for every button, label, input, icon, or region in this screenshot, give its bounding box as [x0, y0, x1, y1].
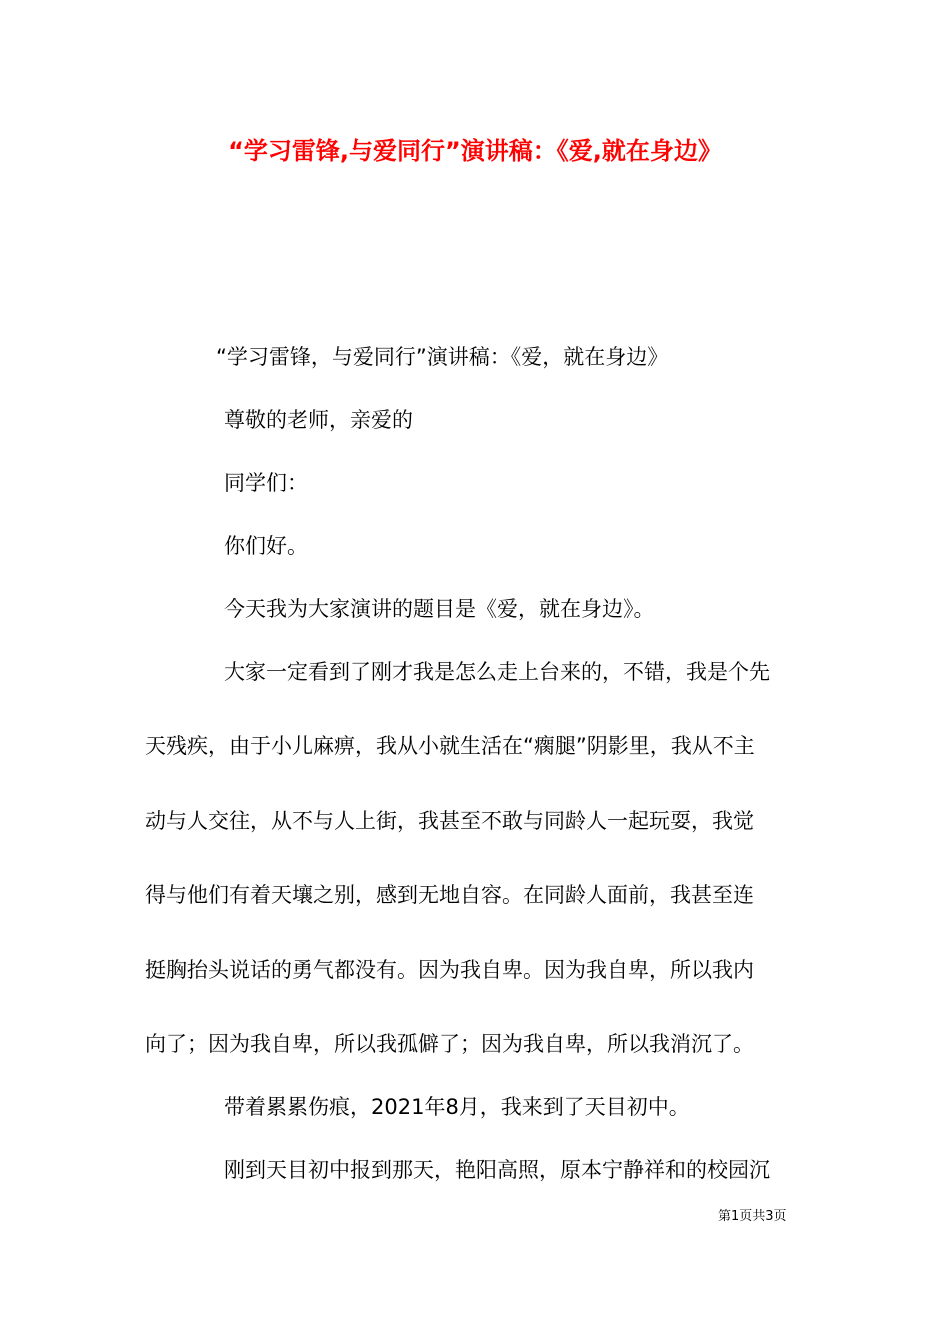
page-number: 第1页共3页 [718, 1209, 787, 1224]
paragraph-line: 刚到天目初中报到那天，艳阳高照，原本宁静祥和的校园沉 [224, 1158, 770, 1182]
paragraph-line: 今天我为大家演讲的题目是《爱，就在身边》。 [224, 597, 655, 621]
paragraph-line: 挺胸抬头说话的勇气都没有。因为我自卑。因为我自卑，所以我内 [145, 958, 754, 982]
paragraph-line: 向了；因为我自卑，所以我孤僻了；因为我自卑，所以我消沉了。 [145, 1032, 754, 1056]
paragraph-line: 大家一定看到了刚才我是怎么走上台来的，不错，我是个先 [224, 660, 770, 684]
paragraph-line: 动与人交往，从不与人上街，我甚至不敢与同龄人一起玩耍，我觉 [145, 809, 754, 833]
greeting-line: 你们好。 [224, 534, 308, 558]
paragraph-line: 带着累累伤痕，2021年8月，我来到了天目初中。 [224, 1095, 690, 1119]
paragraph-heading: “学习雷锋，与爱同行”演讲稿：《爱，就在身边》 [216, 345, 669, 369]
salutation-line: 同学们： [224, 471, 308, 495]
salutation-line: 尊敬的老师，亲爱的 [224, 408, 413, 432]
paragraph-line: 天残疾，由于小儿麻痹，我从小就生活在“瘸腿”阴影里，我从不主 [145, 734, 755, 758]
document-title: “学习雷锋,与爱同行”演讲稿：《爱,就在身边》 [228, 137, 722, 165]
paragraph-line: 得与他们有着天壤之别，感到无地自容。在同龄人面前，我甚至连 [145, 883, 754, 907]
